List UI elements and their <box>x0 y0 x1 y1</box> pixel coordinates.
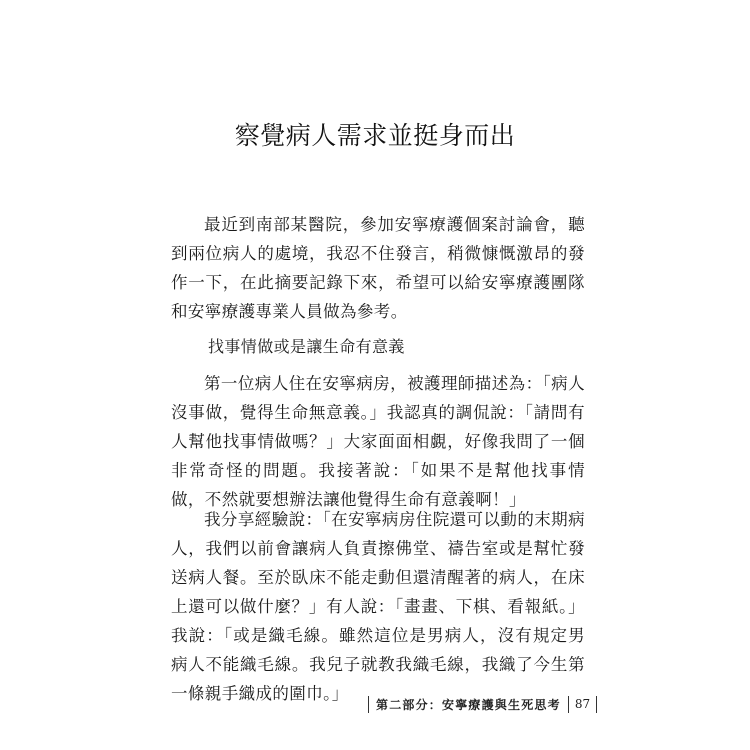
footer-section-title: 第二部分：安寧療護與生死思考 <box>376 697 561 712</box>
page-footer <box>368 693 597 715</box>
first-patient-paragraph: 第一位病人住在安寧病房，被護理師描述為：「病人沒事做，覺得生命無意義。」我認真的調侃說：「請問有人幫他找事情做嗎？」大家面面相覷，好像我問了一個非常奇怪的問題。我接著說：「如果不是幫他找事情做，不然就要想辦法讓他覺得生命有意義啊！」 <box>171 374 585 509</box>
section-subheading: 找事情做或是讓生命有意義 <box>208 337 405 356</box>
page-number: 87 <box>574 697 591 711</box>
experience-paragraph: 我分享經驗說：「在安寧病房住院還可以動的末期病人，我們以前會讓病人負責擦佛堂、禱告室或是幫忙發送病人餐。至於臥床不能走動但還清醒著的病人，在床上還可以做什麼？」有人說：「畫畫、下棋、看報紙。」我說：「或是織毛線。雖然這位是男病人，沒有規定男病人不能織毛線。我兒子就教我織毛線，我織了今生第一條親手織成的圍巾。」 <box>171 510 585 703</box>
intro-paragraph: 最近到南部某醫院，參加安寧療護個案討論會，聽到兩位病人的處境，我忍不住發言，稍微慷慨激昂的發作一下，在此摘要記錄下來，希望可以給安寧療護團隊和安寧療護專業人員做為參考。 <box>171 215 585 321</box>
footer-divider-right <box>596 696 597 713</box>
page-title: 察覺病人需求並挺身而出 <box>234 121 516 150</box>
